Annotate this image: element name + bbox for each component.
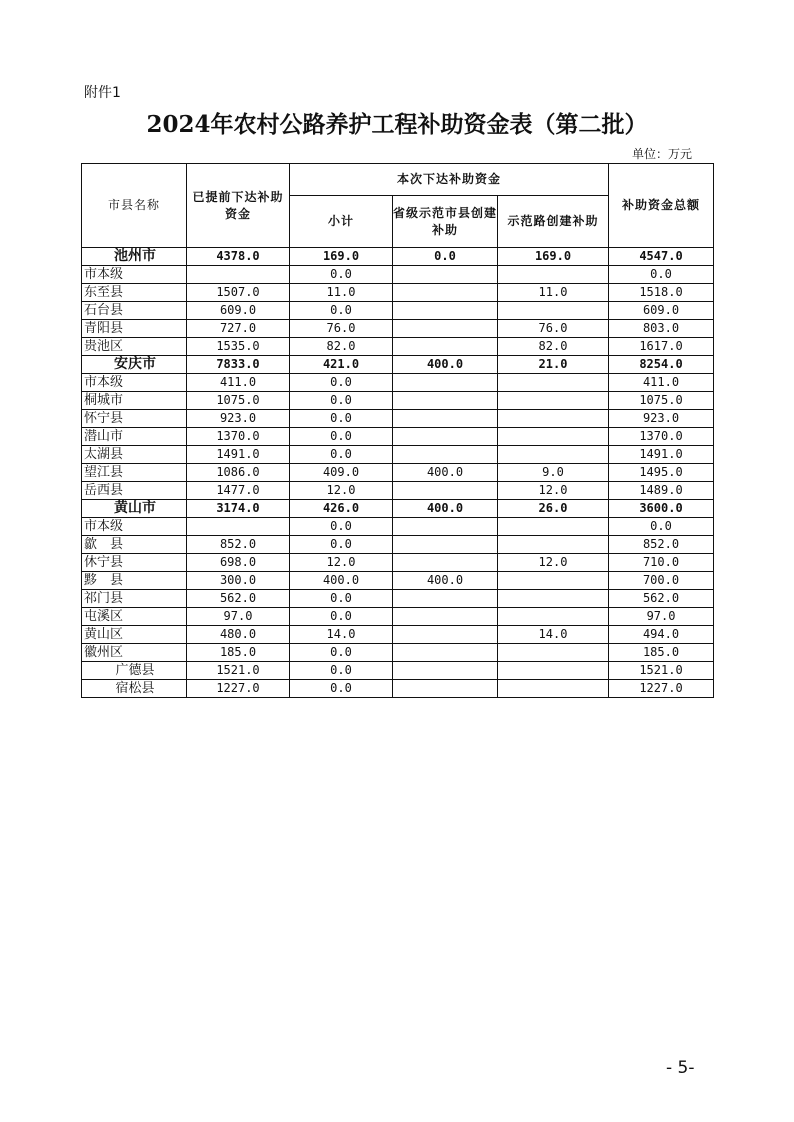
header-demo-road: 示范路创建补助 [498,196,609,248]
cell-total: 700.0 [609,572,714,590]
cell-name: 歙 县 [82,536,187,554]
cell-name: 市本级 [82,266,187,284]
cell-provincial [393,302,498,320]
cell-name: 徽州区 [82,644,187,662]
cell-demo: 12.0 [498,554,609,572]
cell-advance: 727.0 [187,320,290,338]
cell-demo [498,446,609,464]
cell-provincial [393,626,498,644]
cell-demo [498,536,609,554]
cell-name: 安庆市 [82,356,187,374]
cell-demo: 12.0 [498,482,609,500]
cell-advance: 698.0 [187,554,290,572]
cell-subtotal: 0.0 [290,428,393,446]
cell-provincial [393,320,498,338]
cell-subtotal: 0.0 [290,302,393,320]
cell-subtotal: 400.0 [290,572,393,590]
cell-subtotal: 0.0 [290,662,393,680]
cell-subtotal: 0.0 [290,446,393,464]
cell-advance: 3174.0 [187,500,290,518]
cell-demo [498,662,609,680]
cell-name: 石台县 [82,302,187,320]
city-row [82,248,714,266]
cell-total: 1489.0 [609,482,714,500]
cell-provincial [393,374,498,392]
cell-provincial: 0.0 [393,248,498,266]
cell-provincial [393,608,498,626]
cell-advance: 1086.0 [187,464,290,482]
cell-advance: 609.0 [187,302,290,320]
table-row [82,446,714,464]
cell-provincial [393,680,498,698]
cell-advance: 1477.0 [187,482,290,500]
cell-demo [498,410,609,428]
cell-name: 黄山区 [82,626,187,644]
cell-provincial [393,446,498,464]
cell-name: 青阳县 [82,320,187,338]
cell-name: 太湖县 [82,446,187,464]
cell-advance: 7833.0 [187,356,290,374]
cell-demo: 21.0 [498,356,609,374]
cell-provincial [393,518,498,536]
cell-provincial [393,590,498,608]
cell-name: 桐城市 [82,392,187,410]
cell-advance: 185.0 [187,644,290,662]
table-row [82,320,714,338]
cell-advance: 852.0 [187,536,290,554]
cell-advance: 4378.0 [187,248,290,266]
cell-total: 1075.0 [609,392,714,410]
cell-provincial: 400.0 [393,356,498,374]
cell-total: 1495.0 [609,464,714,482]
cell-total: 1491.0 [609,446,714,464]
cell-demo: 26.0 [498,500,609,518]
cell-subtotal: 0.0 [290,536,393,554]
cell-name: 广德县 [82,662,187,680]
table-body [82,248,714,698]
table-row [82,302,714,320]
cell-provincial [393,536,498,554]
cell-demo [498,518,609,536]
cell-advance: 1521.0 [187,662,290,680]
cell-subtotal: 14.0 [290,626,393,644]
cell-name: 休宁县 [82,554,187,572]
cell-demo [498,392,609,410]
cell-total: 1227.0 [609,680,714,698]
table-row [82,590,714,608]
cell-subtotal: 12.0 [290,482,393,500]
cell-advance: 1491.0 [187,446,290,464]
unit-label: 单位：万元 [631,147,692,161]
table-row [82,284,714,302]
cell-total: 1370.0 [609,428,714,446]
cell-total: 4547.0 [609,248,714,266]
cell-total: 1617.0 [609,338,714,356]
cell-subtotal: 76.0 [290,320,393,338]
cell-provincial [393,392,498,410]
cell-demo: 82.0 [498,338,609,356]
cell-name: 东至县 [82,284,187,302]
table-row [82,338,714,356]
table-row [82,428,714,446]
subsidy-table [81,163,714,698]
cell-demo [498,608,609,626]
cell-total: 609.0 [609,302,714,320]
cell-total: 97.0 [609,608,714,626]
cell-subtotal: 409.0 [290,464,393,482]
cell-advance: 1370.0 [187,428,290,446]
cell-name: 怀宁县 [82,410,187,428]
cell-name: 岳西县 [82,482,187,500]
header-provincial: 省级示范市县创建补助 [393,196,498,248]
table-row [82,572,714,590]
cell-advance: 562.0 [187,590,290,608]
cell-provincial: 400.0 [393,464,498,482]
cell-demo [498,266,609,284]
table-row [82,626,714,644]
cell-total: 923.0 [609,410,714,428]
cell-name: 黟 县 [82,572,187,590]
table-row [82,464,714,482]
cell-demo: 169.0 [498,248,609,266]
cell-provincial [393,428,498,446]
page-number: - 5- [666,1058,695,1078]
cell-subtotal: 0.0 [290,680,393,698]
header-current: 本次下达补助资金 [290,164,609,196]
cell-advance: 300.0 [187,572,290,590]
cell-demo [498,572,609,590]
cell-total: 1518.0 [609,284,714,302]
attachment-label: 附件1 [84,85,121,101]
header-name: 市县名称 [82,164,187,248]
cell-provincial: 400.0 [393,572,498,590]
cell-demo [498,680,609,698]
header-total: 补助资金总额 [609,164,714,248]
cell-advance [187,518,290,536]
cell-subtotal: 169.0 [290,248,393,266]
header-advance: 已提前下达补助资金 [187,164,290,248]
cell-total: 0.0 [609,266,714,284]
cell-total: 562.0 [609,590,714,608]
cell-total: 0.0 [609,518,714,536]
cell-provincial [393,482,498,500]
cell-subtotal: 421.0 [290,356,393,374]
cell-subtotal: 0.0 [290,410,393,428]
cell-subtotal: 0.0 [290,644,393,662]
city-row [82,356,714,374]
cell-advance: 1507.0 [187,284,290,302]
header-subtotal: 小计 [290,196,393,248]
cell-subtotal: 0.0 [290,266,393,284]
cell-name: 潜山市 [82,428,187,446]
cell-provincial [393,554,498,572]
table-row [82,644,714,662]
cell-demo: 14.0 [498,626,609,644]
cell-demo [498,302,609,320]
city-row [82,500,714,518]
cell-demo [498,428,609,446]
cell-subtotal: 11.0 [290,284,393,302]
cell-subtotal: 0.0 [290,374,393,392]
cell-advance: 1227.0 [187,680,290,698]
cell-subtotal: 0.0 [290,608,393,626]
cell-provincial [393,662,498,680]
cell-name: 宿松县 [82,680,187,698]
cell-subtotal: 82.0 [290,338,393,356]
document-title: 2024年农村公路养护工程补助资金表（第二批） [146,111,648,138]
cell-demo: 9.0 [498,464,609,482]
cell-name: 市本级 [82,374,187,392]
table-row [82,554,714,572]
table-row [82,608,714,626]
table-row [82,266,714,284]
cell-name: 黄山市 [82,500,187,518]
cell-demo [498,374,609,392]
cell-total: 852.0 [609,536,714,554]
cell-provincial [393,338,498,356]
cell-subtotal: 12.0 [290,554,393,572]
cell-total: 411.0 [609,374,714,392]
cell-subtotal: 426.0 [290,500,393,518]
cell-total: 494.0 [609,626,714,644]
table-row [82,680,714,698]
cell-demo: 11.0 [498,284,609,302]
table-row [82,392,714,410]
cell-name: 贵池区 [82,338,187,356]
cell-provincial [393,410,498,428]
cell-advance: 923.0 [187,410,290,428]
cell-provincial [393,266,498,284]
cell-total: 1521.0 [609,662,714,680]
cell-provincial [393,644,498,662]
cell-demo: 76.0 [498,320,609,338]
cell-total: 803.0 [609,320,714,338]
cell-total: 8254.0 [609,356,714,374]
cell-advance: 480.0 [187,626,290,644]
cell-advance: 1535.0 [187,338,290,356]
cell-demo [498,644,609,662]
cell-name: 池州市 [82,248,187,266]
table-row [82,374,714,392]
cell-total: 710.0 [609,554,714,572]
cell-provincial [393,284,498,302]
cell-advance: 1075.0 [187,392,290,410]
table-row [82,410,714,428]
cell-provincial: 400.0 [393,500,498,518]
cell-advance: 411.0 [187,374,290,392]
table-row [82,536,714,554]
cell-advance: 97.0 [187,608,290,626]
cell-name: 祁门县 [82,590,187,608]
cell-name: 市本级 [82,518,187,536]
table-row [82,482,714,500]
cell-subtotal: 0.0 [290,518,393,536]
cell-name: 屯溪区 [82,608,187,626]
cell-subtotal: 0.0 [290,590,393,608]
cell-total: 185.0 [609,644,714,662]
cell-advance [187,266,290,284]
table-row [82,662,714,680]
cell-demo [498,590,609,608]
cell-name: 望江县 [82,464,187,482]
cell-total: 3600.0 [609,500,714,518]
table-row [82,518,714,536]
cell-subtotal: 0.0 [290,392,393,410]
